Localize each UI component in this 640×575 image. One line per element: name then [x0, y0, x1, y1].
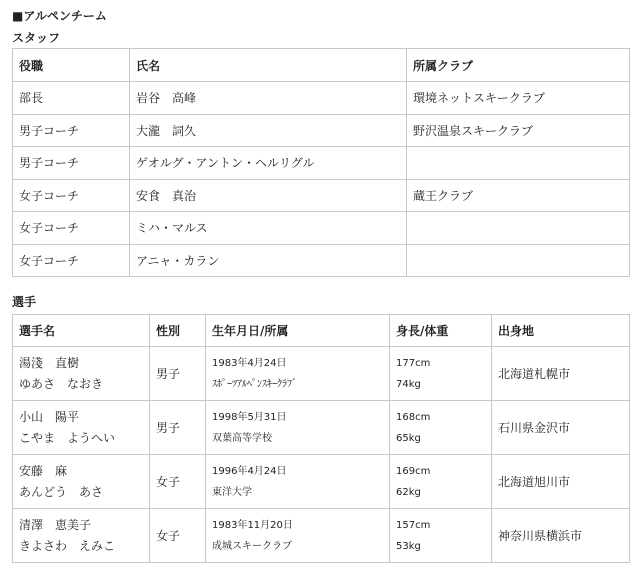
player-affiliation: 東洋大学 [212, 486, 252, 498]
player-name-cell [13, 455, 150, 509]
staff-name: 岩谷 高峰 [130, 82, 407, 115]
player-weight: 62kg [396, 486, 421, 498]
player-hometown: 北海道旭川市 [492, 455, 630, 509]
staff-row [13, 179, 630, 212]
staff-name: 安食 真治 [130, 179, 407, 212]
players-header-hometown: 出身地 [492, 315, 630, 347]
players-header-row [13, 315, 630, 347]
player-gender: 女子 [150, 455, 206, 509]
staff-role: 女子コーチ [13, 244, 130, 277]
player-birth-cell [206, 347, 390, 401]
staff-row [13, 212, 630, 245]
staff-role: 男子コーチ [13, 114, 130, 147]
player-name-cell [13, 509, 150, 563]
player-birthdate: 1983年11月20日 [212, 519, 293, 531]
staff-row [13, 147, 630, 180]
player-row [13, 509, 630, 563]
player-birth-cell [206, 401, 390, 455]
staff-table [12, 48, 630, 277]
staff-section-title: スタッフ [12, 31, 61, 45]
player-gender: 男子 [150, 401, 206, 455]
staff-header-club: 所属クラブ [407, 49, 630, 82]
player-hometown: 神奈川県横浜市 [492, 509, 630, 563]
player-row [13, 347, 630, 401]
player-size-cell [390, 509, 492, 563]
staff-row [13, 114, 630, 147]
player-size-cell [390, 401, 492, 455]
player-hometown: 北海道札幌市 [492, 347, 630, 401]
player-kana: こやま ようへい [19, 430, 116, 445]
players-header-birth: 生年月日/所属 [206, 315, 390, 347]
players-header-gender: 性別 [150, 315, 206, 347]
player-row [13, 401, 630, 455]
player-height: 177cm [396, 357, 431, 369]
player-hometown: 石川県金沢市 [492, 401, 630, 455]
staff-name: ミハ・マルス [130, 212, 407, 245]
staff-club: 蔵王クラブ [407, 179, 630, 212]
player-gender: 女子 [150, 509, 206, 563]
player-kana: きよさわ えみこ [19, 538, 116, 553]
player-name: 小山 陽平 [19, 409, 80, 424]
staff-row [13, 82, 630, 115]
staff-club: 環境ネットスキークラブ [407, 82, 630, 115]
player-name: 安藤 麻 [19, 463, 68, 478]
staff-role: 女子コーチ [13, 212, 130, 245]
player-size-cell [390, 347, 492, 401]
player-birth-cell [206, 509, 390, 563]
staff-name: ゲオルグ・アントン・ヘルリグル [130, 147, 407, 180]
player-affiliation: ｽﾎﾟｰﾂｱﾙﾍﾟﾝｽｷｰｸﾗﾌﾞ [212, 378, 297, 390]
players-header-name: 選手名 [13, 315, 150, 347]
player-birth-cell [206, 455, 390, 509]
staff-header-row [13, 49, 630, 82]
player-kana: ゆあさ なおき [19, 376, 104, 391]
player-birthdate: 1996年4月24日 [212, 465, 287, 477]
staff-club [407, 212, 630, 245]
player-kana: あんどう あさ [19, 484, 104, 499]
player-name: 湯淺 直樹 [19, 355, 80, 370]
staff-role: 女子コーチ [13, 179, 130, 212]
player-name-cell [13, 347, 150, 401]
staff-name: 大瀧 詞久 [130, 114, 407, 147]
player-birthdate: 1983年4月24日 [212, 357, 287, 369]
staff-role: 部長 [13, 82, 130, 115]
player-height: 168cm [396, 411, 431, 423]
staff-role: 男子コーチ [13, 147, 130, 180]
players-table [12, 314, 630, 563]
player-size-cell [390, 455, 492, 509]
player-weight: 65kg [396, 432, 421, 444]
players-header-size: 身長/体重 [390, 315, 492, 347]
player-weight: 74kg [396, 378, 421, 390]
staff-header-role: 役職 [13, 49, 130, 82]
player-height: 157cm [396, 519, 431, 531]
player-birthdate: 1998年5月31日 [212, 411, 287, 423]
player-weight: 53kg [396, 540, 421, 552]
player-affiliation: 成城スキークラブ [212, 540, 292, 552]
staff-club [407, 147, 630, 180]
players-section-title: 選手 [12, 295, 37, 309]
staff-header-name: 氏名 [130, 49, 407, 82]
team-title: ■アルペンチーム [12, 9, 107, 23]
staff-name: アニャ・カラン [130, 244, 407, 277]
player-name: 清澤 恵美子 [19, 517, 92, 532]
staff-row [13, 244, 630, 277]
staff-club: 野沢温泉スキークラブ [407, 114, 630, 147]
player-gender: 男子 [150, 347, 206, 401]
player-row [13, 455, 630, 509]
player-height: 169cm [396, 465, 431, 477]
player-name-cell [13, 401, 150, 455]
staff-club [407, 244, 630, 277]
player-affiliation: 双葉高等学校 [212, 432, 272, 444]
